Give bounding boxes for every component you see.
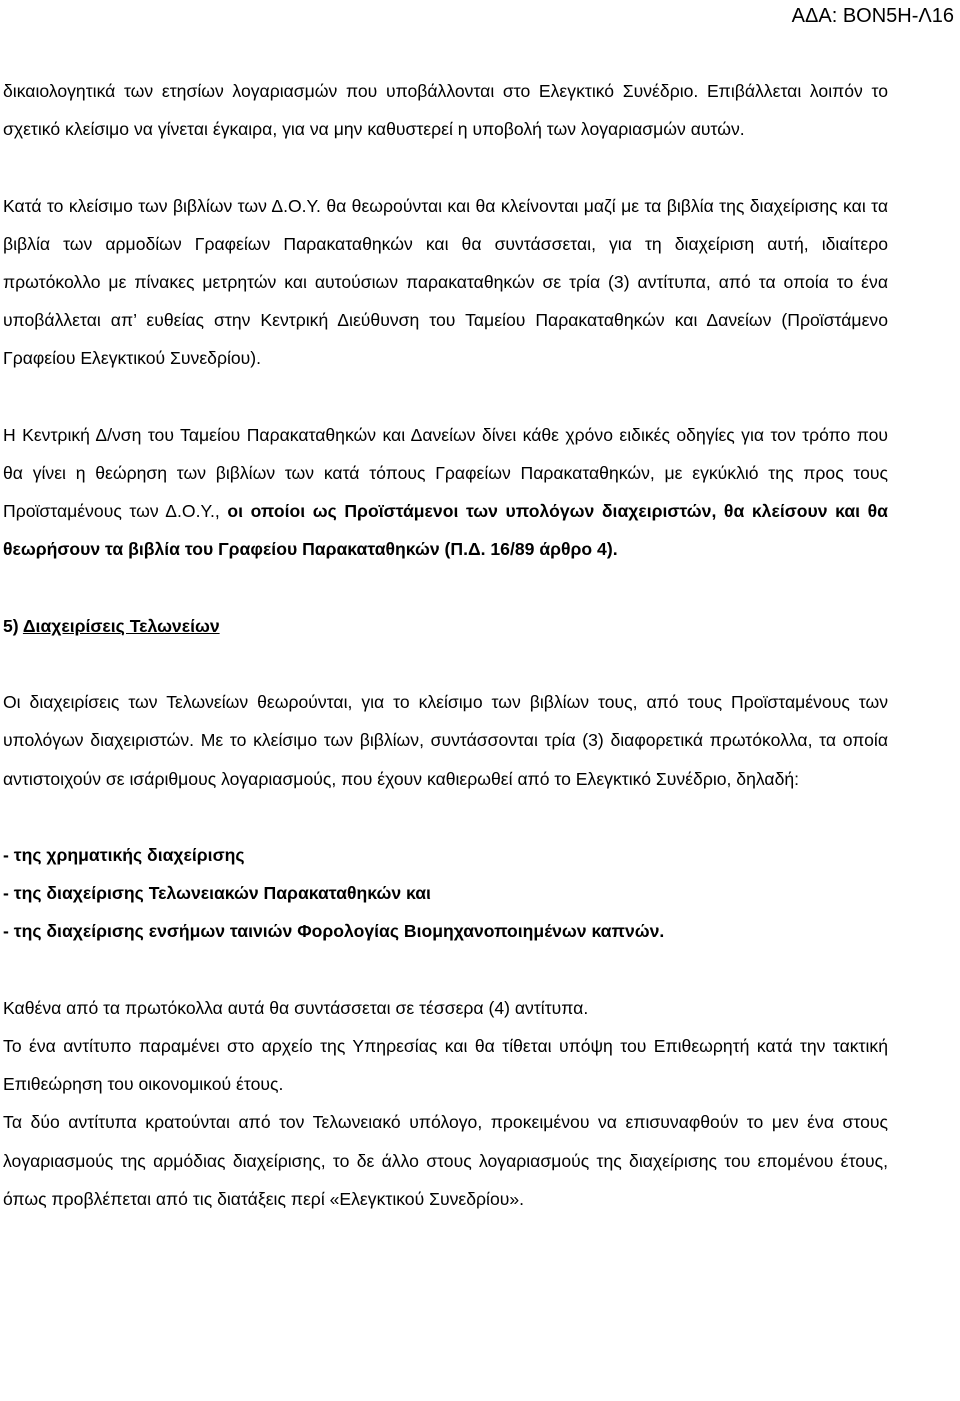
section-5-title: Διαχειρίσεις Τελωνείων bbox=[22, 615, 220, 636]
section-5-heading bbox=[3, 607, 888, 645]
paragraph-4: Οι διαχειρίσεις των Τελωνείων θεωρούνται, για το κλείσιμο των βιβλίων τους, από τους Προϊσταμένους των υπολόγων διαχειριστών. Με το κλείσιμο των βιβλίων, συντάσσονται τρία (3) διαφορετικά πρωτόκολλα, τα οποία αντιστοιχούν σε ισάριθμους λογαριασμούς, που έχουν καθιερωθεί από το Ελεγκτικό Συνέδριο, δηλαδή: bbox=[3, 692, 888, 789]
paragraph-6: Το ένα αντίτυπο παραμένει στο αρχείο της Υπηρεσίας και θα τίθεται υπόψη του Επιθεωρητή κατά την τακτική Επιθεώρηση του οικονομικού έτους. bbox=[3, 1035, 888, 1095]
paragraph-7: Τα δύο αντίτυπα κρατούνται από τον Τελωνειακό υπόλογο, προκειμένου να επισυναφθούν το μεν ένα στους λογαριασμούς της αρμόδιας διαχείρισης, το δε άλλο στους λογαριασμούς της διαχείρισης του επομένου έτους, όπως προβλέπεται από τις διατάξεις περί «Ελεγκτικού Συνεδρίου». bbox=[3, 1112, 888, 1209]
paragraph-3-bold: οι οποίοι ως Προϊστάμενοι των υπολόγων διαχειριστών, θα κλείσουν και θα θεωρήσουν τα βιβλία του Γραφείου Παρακαταθηκών (Π.Δ. 16/89 άρθρο 4). bbox=[3, 501, 888, 560]
ada-code: ΑΔΑ: ΒΟΝ5Η-Λ16 bbox=[791, 5, 954, 27]
paragraph-2: Κατά το κλείσιμο των βιβλίων των Δ.Ο.Υ. θα θεωρούνται και θα κλείνονται μαζί με τα βιβλία της διαχείρισης και τα βιβλία των αρμοδίων Γραφείων Παρακαταθηκών και θα συντάσσεται, για τη διαχείριση αυτή, ιδιαίτερο πρωτόκολλο με πίνακες μετρητών και αυτούσιων παρακαταθηκών σε τρία (3) αντίτυπα, από τα οποία το ένα υποβάλλεται απ’ ευθείας στην Κεντρική Διεύθυνση του Ταμείου Παρακαταθηκών και Δανείων (Προϊστάμενο Γραφείου Ελεγκτικού Συνεδρίου). bbox=[3, 195, 888, 369]
paragraph-5: Καθένα από τα πρωτόκολλα αυτά θα συντάσσεται σε τέσσερα (4) αντίτυπα. bbox=[3, 997, 589, 1018]
spacer bbox=[3, 148, 888, 186]
list-item-1: - της χρηματικής διαχείρισης bbox=[3, 844, 245, 865]
spacer bbox=[3, 645, 888, 683]
paragraph-3-normal: Η Κεντρική Δ/νση του Ταμείου Παρακαταθηκών και Δανείων δίνει κάθε χρόνο ειδικές οδηγίες για τον τρόπο που θα γίνει η θεώρηση των βιβλίων των κατά τόπους Γραφείων Παρακαταθηκών, με εγκύκλιό της προς τους Προϊσταμένους των Δ.Ο.Υ., bbox=[3, 424, 888, 522]
spacer bbox=[3, 951, 888, 989]
list-item-3: - της διαχείρισης ενσήμων ταινιών Φορολογίας Βιομηχανοποιημένων καπνών. bbox=[3, 921, 665, 942]
section-5-number: 5) bbox=[3, 615, 19, 636]
document-body bbox=[3, 72, 888, 1218]
paragraph-3 bbox=[3, 416, 888, 569]
spacer bbox=[3, 569, 888, 607]
spacer bbox=[3, 798, 888, 836]
spacer bbox=[3, 378, 888, 416]
list-item-2: - της διαχείρισης Τελωνειακών Παρακαταθηκών και bbox=[3, 883, 431, 904]
paragraph-1: δικαιολογητικά των ετησίων λογαριασμών που υποβάλλονται στο Ελεγκτικό Συνέδριο. Επιβάλλεται λοιπόν το σχετικό κλείσιμο να γίνεται έγκαιρα, για να μην καθυστερεί η υποβολή των λογαριασμών αυτών. bbox=[3, 81, 888, 140]
